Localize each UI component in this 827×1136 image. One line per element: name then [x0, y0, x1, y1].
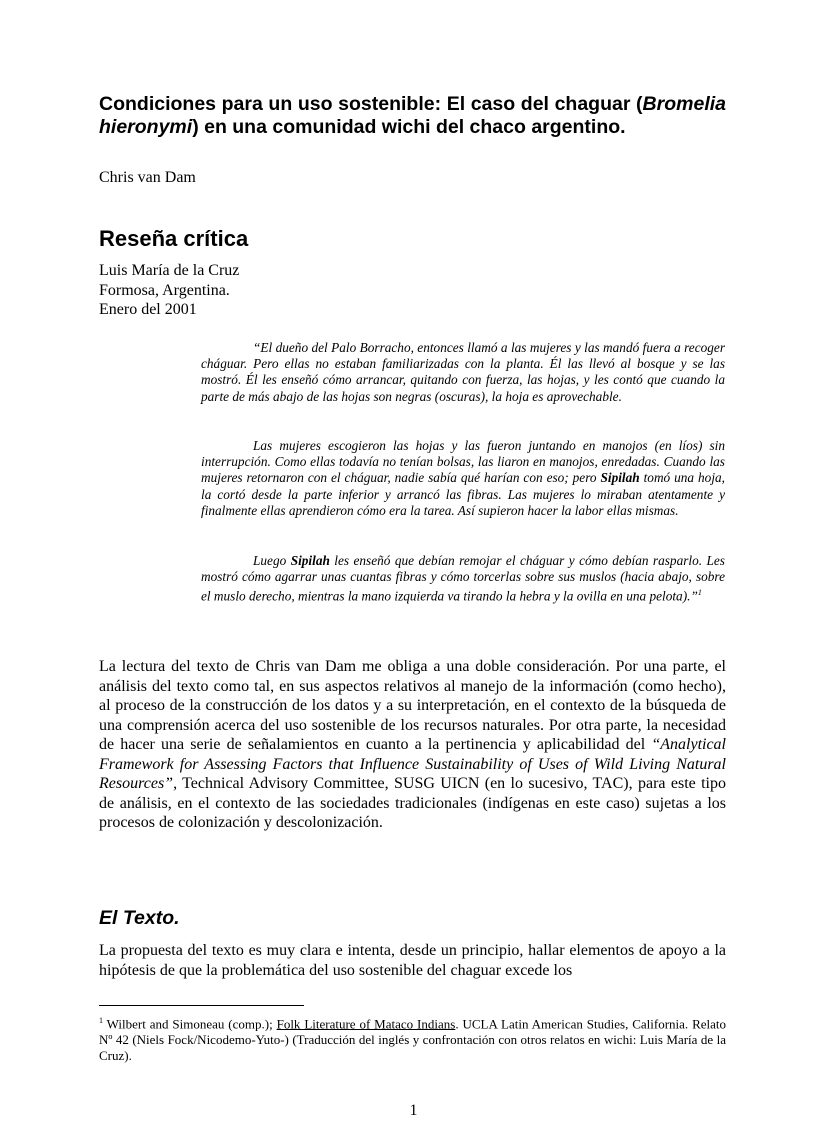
intro-paragraph: La lectura del texto de Chris van Dam me obliga a una doble consideración. Por una parte, el análisis del texto como tal, en sus aspectos relativos al manejo de la información (como hecho), al proceso de la construcción de los datos y a su interpretación, en el contexto de la búsqueda de una comprensión acerca del uso sostenible de los recursos naturales. Por otra parte, la necesidad de hacer una serie de señalamientos en cuanto a la pertinencia y aplicabilidad del “Analytical Framework for Assessing Factors that Influence Sustainability of Uses of Wild Living Natural Resources”, Technical Advisory Committee, SUSG UICN (en lo sucesivo, TAC), para este tipo de análisis, en el contexto de las sociedades tradicionales (indígenas en este caso) sujetas a los procesos de colonización y descolonización.	[99, 658, 726, 831]
framework-title: “Analytical Framework for Assessing Factors that Influence Sustainability of Uses of Wild Living Natural Resources”	[99, 736, 726, 792]
reviewer-place: Formosa, Argentina.	[99, 281, 230, 299]
footnote-divider	[99, 1005, 304, 1006]
footnote: $^1$ Wilbert and Simoneau (comp.); Folk Literature of Mataco Indians. UCLA Latin American Studies, California. Relato Nº 42 (Niels Fock/Nicodemo-Yuto-) (Traducción del inglés y confrontación con otros relatos en wichi: Luis María de la Cruz).	[99, 1016, 727, 1064]
quote-paragraph: Luego Sipilah les enseñó que debían remojar el cháguar y cómo debían rasparlo. Les mostró cómo agarrar unas cuantas fibras y cómo torcerlas sobre sus muslos (hacia abajo, sobre el muslo derecho, mientras la mano izquierda va tirando la hebra y la ovilla en una pelota).”$^1$	[201, 553, 725, 604]
review-heading: Reseña crítica	[99, 226, 249, 251]
author: Chris van Dam	[99, 169, 196, 186]
quote-paragraph: “El dueño del Palo Borracho, entonces llamó a las mujeres y las mandó fuera a recoger cháguar. Pero ellas no estaban familiarizadas con la planta. Él las llevó al bosque y se las mostró. Él les enseñó cómo arrancar, quitando con fuerza, las hojas, y les contó que cuando la parte de más abajo de las hojas son negras (oscuras), la hoja es aprovechable.	[201, 340, 725, 404]
character-name: Sipilah	[600, 470, 640, 486]
document-title: Condiciones para un uso sostenible: El caso del chaguar (Bromelia hieronymi) en una comunidad wichi del chaco argentino.	[99, 93, 726, 138]
reviewer-block	[99, 261, 239, 320]
footnote-reference: 1	[697, 588, 702, 598]
section-heading: El Texto.	[99, 907, 180, 929]
reviewer-name: Luis María de la Cruz	[99, 262, 240, 279]
book-title: Folk Literature of Mataco Indians	[276, 1016, 456, 1032]
reviewer-date: Enero del 2001	[99, 301, 197, 318]
character-name: Sipilah	[290, 553, 330, 568]
quote-paragraph: Las mujeres escogieron las hojas y las fueron juntando en manojos (en líos) sin interrupción. Como ellas todavía no tenían bolsas, las liaron en manojos, enredadas. Cuando las mujeres retornaron con el cháguar, nadie sabía qué harían con eso; pero Sipilah tomó una hoja, la cortó desde la parte inferior y arrancó las fibras. Las mujeres lo miraban atentamente y finalmente ellas aprendieron cómo era la tarea. Así supieron hacer la labor ellas mismas.	[201, 438, 725, 518]
page-number: 1	[409, 1102, 418, 1119]
species-name: Bromelia hieronymi	[99, 93, 726, 138]
section-paragraph: La propuesta del texto es muy clara e intenta, desde un principio, hallar elementos de apoyo a la hipótesis de que la problemática del uso sostenible del chaguar excede los	[99, 942, 726, 979]
footnote-number: 1	[99, 1016, 103, 1025]
